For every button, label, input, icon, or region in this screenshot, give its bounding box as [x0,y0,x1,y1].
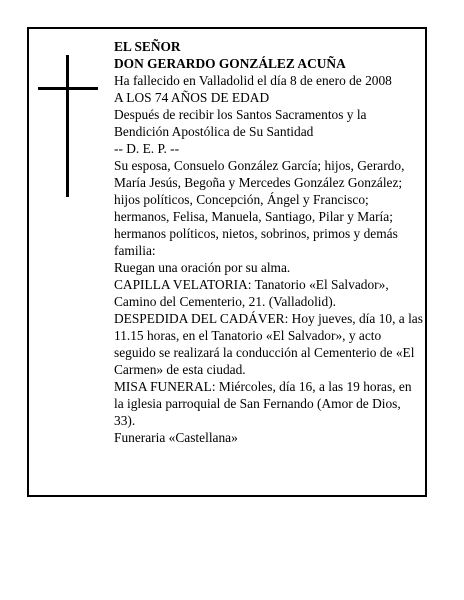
family-paragraph: Su esposa, Consuelo González García; hijos, Gerardo, María Jesús, Begoña y Mercedes González González; hijos políticos, Concepción, Ángel y Francisco; hermanos, Felisa, Manuela, Santiago, Pilar y María; hermanos políticos, nietos, sobrinos, primos y demás familia: [114,158,405,258]
header-title: EL SEÑOR [114,39,181,54]
farewell-paragraph: DESPEDIDA DEL CADÁVER: Hoy jueves, día 10, a las 11.15 horas, en el Tanatorio «El Salvador», y acto seguido se realizará la conducción al Cementerio de «El Carmen» de esta ciudad. [114,311,423,377]
funeral-home: Funeraria «Castellana» [114,430,238,445]
death-info: Ha fallecido en Valladolid el día 8 de enero de 2008 [114,73,392,88]
obituary-text [114,38,424,446]
mass-paragraph: MISA FUNERAL: Miércoles, día 16, a las 19 horas, en la iglesia parroquial de San Fernando (Amor de Dios, 33). [114,379,412,428]
cross-vertical-bar [66,55,69,197]
sacraments-text: Después de recibir los Santos Sacramentos y la Bendición Apostólica de Su Santidad [114,107,367,139]
rip-line: -- D. E. P. -- [114,141,180,156]
chapel-paragraph: CAPILLA VELATORIA: Tanatorio «El Salvador», Camino del Cementerio, 21. (Valladolid). [114,277,389,309]
prayer-line: Ruegan una oración por su alma. [114,260,291,275]
deceased-name: DON GERARDO GONZÁLEZ ACUÑA [114,56,346,71]
cross-horizontal-bar [38,87,98,90]
age-line: A LOS 74 AÑOS DE EDAD [114,90,270,105]
